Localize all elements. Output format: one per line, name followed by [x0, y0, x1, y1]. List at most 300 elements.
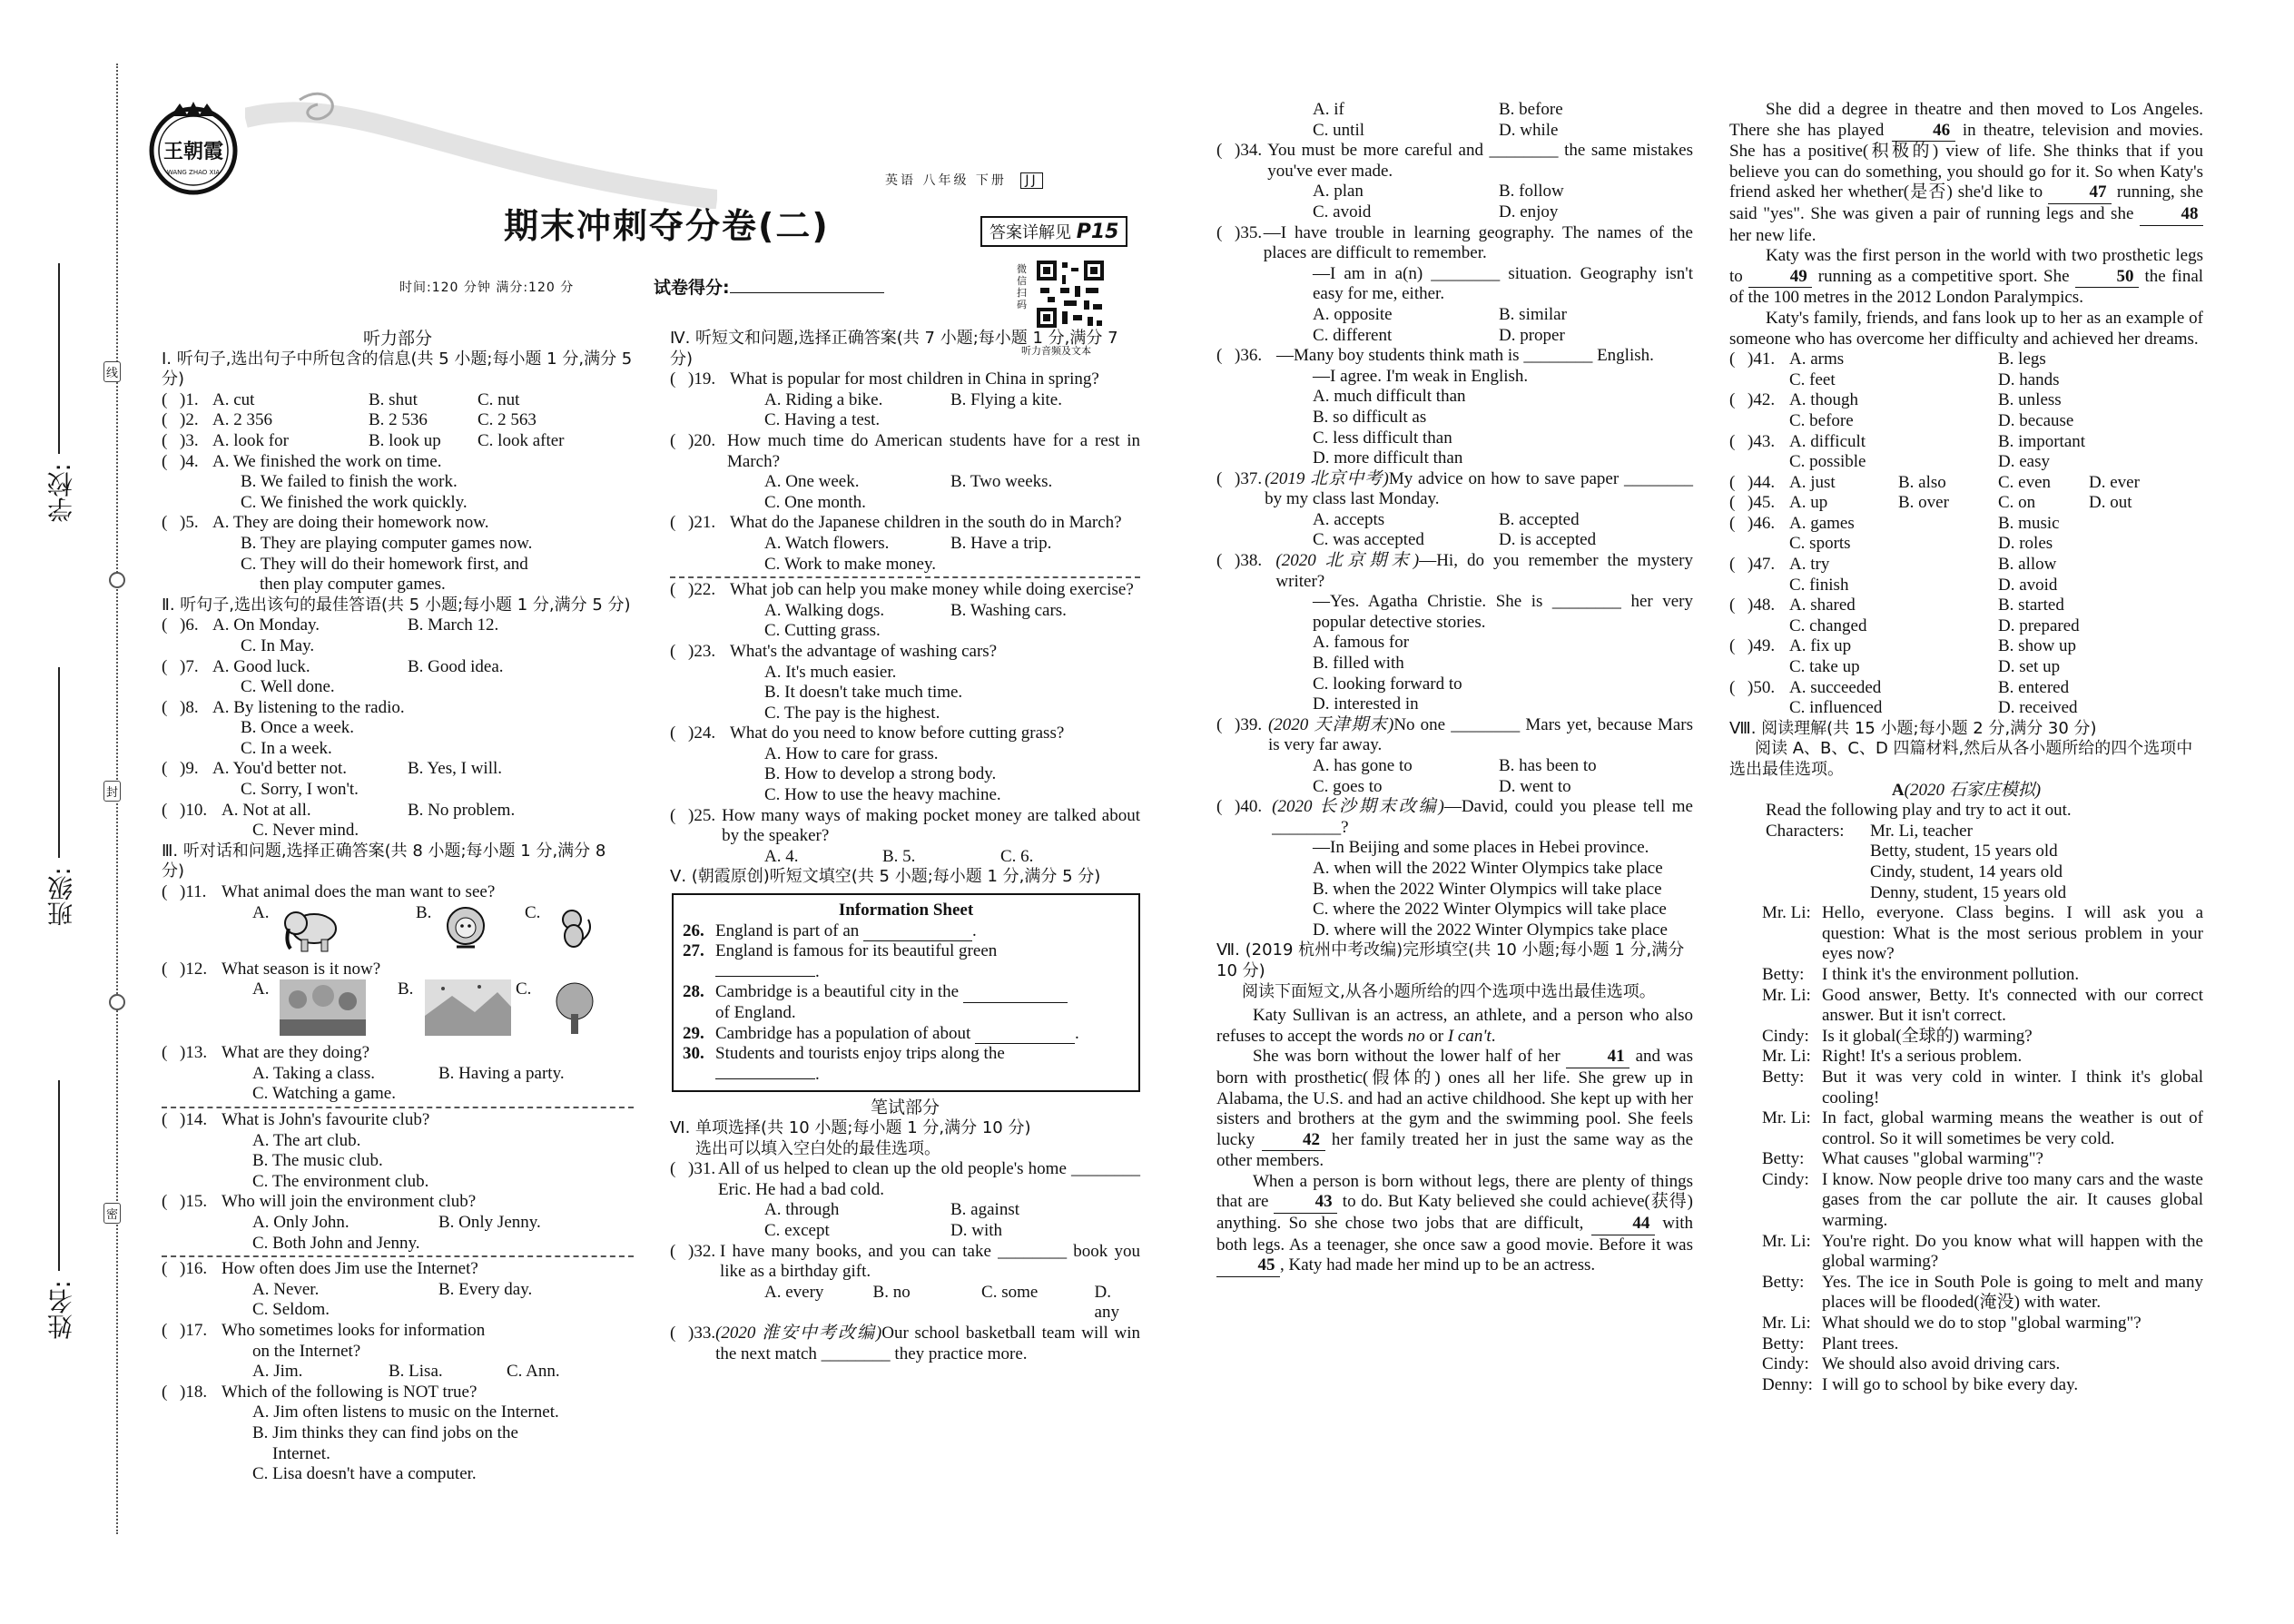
- score-label: 试卷得分:: [654, 278, 730, 298]
- q-number: )8.: [180, 697, 199, 717]
- question-9: ( )9. A. You'd better not. B. Yes, I will.: [162, 759, 502, 779]
- q-number: )24.: [688, 723, 716, 743]
- option[interactable]: B. similar: [1499, 304, 1567, 324]
- option-label[interactable]: B.: [398, 979, 414, 999]
- blank-number: 27.: [683, 941, 704, 961]
- option[interactable]: A. shared: [1789, 595, 1856, 615]
- option[interactable]: D. is accepted: [1499, 530, 1597, 550]
- question-33: ( )33. (2020 淮安中考改编)Our school basketball team will win the next match ________ they practice more.: [670, 1323, 1140, 1363]
- option[interactable]: B. has been to: [1499, 756, 1597, 775]
- question-14: ( )14. What is John's favourite club?: [162, 1110, 430, 1129]
- option[interactable]: B. when the 2022 Winter Olympics will take place: [1313, 879, 1662, 899]
- option[interactable]: A. The art club.: [252, 1130, 361, 1150]
- speech: Good answer, Betty. It's connected with our correct answer. But it isn't correct.: [1822, 985, 2203, 1026]
- option[interactable]: A. has gone to: [1313, 756, 1413, 775]
- cloze-text: running as a competitive sport. She: [1817, 266, 2070, 286]
- option[interactable]: B. important: [1998, 431, 2086, 451]
- option[interactable]: B. Every day.: [438, 1279, 533, 1299]
- character-entry: Betty, student, 15 years old: [1870, 842, 2058, 861]
- q49-options-2: [1729, 657, 2203, 678]
- option[interactable]: B. Yes, I will.: [408, 759, 502, 779]
- option[interactable]: A. We finished the work on time.: [212, 451, 442, 471]
- question-15: ( )15. Who will join the environment club?: [162, 1192, 477, 1212]
- q-number: )11.: [180, 882, 207, 902]
- option-label[interactable]: C.: [525, 902, 541, 922]
- speech: In fact, global warming means the weather is out of control. So it will sometimes be very cold.: [1822, 1108, 2203, 1148]
- option[interactable]: C. changed: [1789, 615, 1867, 635]
- option[interactable]: B. Lisa.: [389, 1362, 443, 1382]
- blank-49[interactable]: 49: [1748, 267, 1812, 289]
- option[interactable]: B. unless: [1998, 390, 2062, 410]
- option[interactable]: B. entered: [1998, 677, 2070, 697]
- option[interactable]: C. avoid: [1313, 202, 1372, 221]
- info-sheet-title: Information Sheet: [838, 901, 974, 920]
- dialog-line: [1729, 1334, 2203, 1355]
- option[interactable]: A. Walking dogs.: [764, 600, 885, 620]
- blank-46[interactable]: 46: [1892, 121, 1955, 143]
- option[interactable]: D. set up: [1998, 657, 2061, 677]
- speech: What causes "global warming"?: [1822, 1149, 2043, 1169]
- option[interactable]: A. games: [1789, 513, 1855, 533]
- option[interactable]: B. over: [1898, 493, 1949, 513]
- option[interactable]: D. roles: [1998, 534, 2053, 554]
- dialog-line: [1729, 1068, 2203, 1108]
- source-tag: (2019 北京中考): [1265, 468, 1389, 488]
- qr-caption: 听力音频及文本: [1021, 345, 1091, 357]
- option[interactable]: B. so difficult as: [1313, 407, 1427, 427]
- option[interactable]: C. feet: [1789, 369, 1836, 389]
- option[interactable]: A. They are doing their homework now.: [212, 513, 489, 533]
- question-22: ( )22. What job can help you make money while doing exercise?: [670, 580, 1140, 601]
- q-number: )18.: [180, 1382, 208, 1402]
- dialog-line: [1729, 1108, 2203, 1149]
- question-11: ( )11. What animal does the man want to see?: [162, 882, 496, 902]
- qr-code: [1035, 259, 1106, 330]
- answer-ref-label: 答案详解见: [989, 223, 1071, 242]
- option[interactable]: D. proper: [1499, 325, 1565, 345]
- question-text-continued: —In Beijing and some places in Hebei province.: [1313, 838, 1649, 858]
- option[interactable]: A. just: [1789, 472, 1836, 492]
- option[interactable]: A. You'd better not.: [212, 759, 348, 779]
- option[interactable]: C. The pay is the highest.: [764, 703, 940, 723]
- option[interactable]: B. follow: [1499, 182, 1564, 202]
- option[interactable]: B. shut: [369, 389, 418, 409]
- option[interactable]: C. sports: [1789, 534, 1851, 554]
- question-2: ( )2. A. 2 356 B. 2 536 C. 2 563: [162, 410, 537, 430]
- option[interactable]: C. 6.: [1000, 846, 1034, 866]
- option[interactable]: A. opposite: [1313, 304, 1393, 324]
- speech: But it was very cold in winter. I think it's global cooling!: [1822, 1067, 2203, 1107]
- column-4: [1729, 100, 2203, 1395]
- option[interactable]: B. accepted: [1499, 509, 1580, 529]
- score-blank[interactable]: [730, 292, 884, 293]
- option[interactable]: B. Having a party.: [438, 1063, 565, 1083]
- option[interactable]: A. up: [1789, 493, 1828, 513]
- speech: We should also avoid driving cars.: [1822, 1354, 2061, 1374]
- option[interactable]: B. The music club.: [252, 1151, 383, 1171]
- question-text: —I have trouble in learning geography. The names of the places are difficult to remember.: [1263, 222, 1693, 263]
- option[interactable]: C. less difficult than: [1313, 428, 1452, 448]
- option[interactable]: B. before: [1499, 100, 1563, 119]
- option[interactable]: A. through: [764, 1200, 840, 1220]
- q-number: )50.: [1748, 677, 1776, 697]
- option[interactable]: C. Lisa doesn't have a computer.: [252, 1464, 477, 1484]
- q-number: )32.: [688, 1241, 716, 1261]
- option[interactable]: C. was accepted: [1313, 530, 1424, 550]
- answer-blank[interactable]: [963, 982, 1068, 1003]
- brand-logo: [143, 98, 243, 198]
- option[interactable]: C. In a week.: [241, 738, 332, 758]
- option[interactable]: B. also: [1898, 472, 1946, 492]
- q-number: )17.: [180, 1320, 208, 1340]
- option[interactable]: A. difficult: [1789, 431, 1866, 451]
- option[interactable]: A. How to care for grass.: [764, 743, 939, 763]
- option[interactable]: C. even: [1998, 472, 2052, 492]
- q39-options-2: [1216, 777, 1693, 798]
- margin-mark-close: 密: [103, 1203, 121, 1224]
- option[interactable]: C. The environment club.: [252, 1171, 429, 1191]
- option[interactable]: B. Good idea.: [408, 656, 504, 676]
- question-7: ( )7. A. Good luck. B. Good idea.: [162, 656, 504, 676]
- option[interactable]: A. famous for: [1313, 633, 1410, 653]
- option[interactable]: B. against: [950, 1200, 1019, 1220]
- option[interactable]: C. 2 563: [478, 410, 537, 430]
- speaker: Betty:: [1762, 1149, 1805, 1169]
- cloze-text: When a person is born without legs, there are plenty of things that are: [1216, 1171, 1693, 1212]
- q-number: )23.: [688, 641, 716, 661]
- q-number: )49.: [1748, 636, 1776, 656]
- option[interactable]: C. until: [1313, 120, 1365, 140]
- option-label[interactable]: C.: [516, 979, 532, 999]
- section-6-title: Ⅵ. 单项选择(共 10 小题;每小题 1 分,满分 10 分): [670, 1117, 1031, 1137]
- option[interactable]: B. It doesn't take much time.: [764, 683, 963, 703]
- cloze-text: or: [1429, 1026, 1444, 1046]
- option[interactable]: C. Well done.: [241, 677, 335, 697]
- option[interactable]: A. Jim.: [252, 1362, 303, 1382]
- snow-scene-image: [425, 979, 516, 1043]
- option[interactable]: C. Sorry, I won't.: [241, 780, 359, 800]
- option[interactable]: D. easy: [1998, 452, 2050, 472]
- option[interactable]: A. cut: [212, 389, 255, 409]
- option[interactable]: A. plan: [1313, 182, 1364, 202]
- cloze-text: in theatre, television and movies. She has a positive(积极的) view of life. She thinks that if you believe you can do something, you should go for it. So when Katy's friend asked her whether(是否) she'd like to: [1729, 120, 2203, 202]
- option-label[interactable]: B.: [416, 902, 432, 922]
- option[interactable]: C. before: [1789, 410, 1854, 430]
- blank-44[interactable]: 44: [1591, 1214, 1655, 1235]
- option[interactable]: A. Watch flowers.: [764, 533, 890, 553]
- option[interactable]: B. How to develop a strong body.: [764, 764, 997, 784]
- option[interactable]: A. 2 356: [212, 410, 272, 430]
- option[interactable]: C. Ann.: [507, 1362, 560, 1382]
- option[interactable]: A. Good luck.: [212, 656, 310, 676]
- option[interactable]: C. Both John and Jenny.: [252, 1233, 420, 1253]
- blank-45[interactable]: 45: [1216, 1255, 1280, 1277]
- blank-50[interactable]: 50: [2075, 267, 2139, 289]
- option[interactable]: C. looking forward to: [1313, 674, 1462, 694]
- option[interactable]: B. started: [1998, 595, 2064, 615]
- option[interactable]: D. with: [950, 1220, 1002, 1240]
- question-39: ( )39. (2020 天津期末)No one ________ Mars yet, because Mars is very far away.: [1216, 714, 1694, 755]
- passage-a-heading: [1729, 781, 2203, 802]
- q-number: )48.: [1748, 595, 1776, 615]
- q12-options: [162, 979, 634, 1043]
- dialog-line: [1729, 1375, 2203, 1396]
- blank-41[interactable]: 41: [1566, 1047, 1629, 1068]
- cloze-italic: I can't: [1447, 1026, 1492, 1046]
- option[interactable]: C. influenced: [1789, 698, 1883, 718]
- option[interactable]: C. except: [764, 1220, 830, 1240]
- answer-blank[interactable]: [715, 1078, 815, 1079]
- option[interactable]: C. finish: [1789, 575, 1849, 595]
- option[interactable]: C. Watching a game.: [252, 1084, 396, 1104]
- elephant-image: [280, 903, 416, 960]
- q13-options: [162, 1064, 634, 1085]
- option[interactable]: C. We finished the work quickly.: [241, 492, 468, 512]
- source-tag: (2020 天津期末): [1267, 714, 1394, 734]
- q-number: )43.: [1748, 431, 1776, 451]
- question-4: ( )4. A. We finished the work on time.: [162, 451, 442, 471]
- option[interactable]: A. try: [1789, 555, 1830, 575]
- option[interactable]: A. if: [1313, 100, 1344, 119]
- source-tag: (2020 北京期末): [1275, 551, 1420, 571]
- q-number: )25.: [688, 805, 716, 825]
- option[interactable]: C. possible: [1789, 452, 1866, 472]
- option[interactable]: D. while: [1499, 120, 1559, 140]
- option[interactable]: C. They will do their homework first, and: [241, 554, 528, 574]
- blank-48[interactable]: 48: [2140, 204, 2203, 226]
- blank-47[interactable]: 47: [2048, 182, 2112, 204]
- question-24: ( )24. What do you need to know before cutting grass?: [670, 723, 1140, 744]
- q-number: )13.: [180, 1043, 208, 1063]
- answer-blank[interactable]: [975, 1024, 1075, 1045]
- option[interactable]: B. filled with: [1313, 654, 1404, 674]
- section-7-subtitle: 阅读下面短文,从各小题所给的四个选项中选出最佳选项。: [1242, 981, 1656, 1001]
- q-number: )5.: [180, 513, 199, 533]
- option[interactable]: A. when will the 2022 Winter Olympics take place: [1313, 858, 1663, 878]
- character-entry: Mr. Li, teacher: [1870, 821, 1973, 841]
- speaker: Mr. Li:: [1762, 1108, 1811, 1128]
- option[interactable]: A. By listening to the radio.: [212, 697, 405, 717]
- speaker: Mr. Li:: [1762, 1314, 1811, 1334]
- option[interactable]: D. ever: [2089, 472, 2140, 492]
- option[interactable]: B. Washing cars.: [950, 600, 1067, 620]
- q-number: )44.: [1748, 472, 1776, 492]
- option[interactable]: D. prepared: [1998, 615, 2080, 635]
- q46-options-2: [1729, 534, 2203, 555]
- option[interactable]: C. goes to: [1313, 776, 1383, 796]
- cloze-paragraph-4: [1729, 100, 2203, 246]
- question-31: ( )31. All of us helped to clean up the old people's home ________ Eric. He had a bad cold.: [670, 1159, 1140, 1199]
- option[interactable]: C. some: [981, 1282, 1039, 1302]
- blank-number: 28.: [683, 982, 704, 1002]
- cloze-text: and was born with prosthetic(假体的) ones all her life. She grew up in Alabama, the U.S. and had an active childhood. She kept up with her sisters and brothers at the gym and the swimming pool. She feels lucky: [1216, 1047, 1693, 1149]
- option[interactable]: A. Only John.: [252, 1212, 350, 1232]
- option-label[interactable]: A.: [252, 902, 270, 922]
- section-3-title: Ⅲ. 听对话和问题,选择正确答案(共 8 小题;每小题 1 分,满分 8 分): [162, 841, 606, 881]
- q-number: )19.: [688, 369, 716, 389]
- option[interactable]: C. Cutting grass.: [764, 621, 881, 641]
- passage-label: A: [1891, 780, 1905, 800]
- option[interactable]: A. succeeded: [1789, 677, 1882, 697]
- column-3: [1216, 100, 1693, 1277]
- option[interactable]: A. Taking a class.: [252, 1063, 375, 1083]
- question-5: ( )5. A. They are doing their homework now.: [162, 513, 489, 533]
- class-label: 班级:: [46, 867, 76, 927]
- q-number: )3.: [180, 430, 199, 450]
- option[interactable]: A. Jim often listens to music on the Internet.: [252, 1403, 559, 1422]
- dialog-line: [1729, 986, 2203, 1027]
- answer-blank[interactable]: [863, 921, 972, 942]
- blank-number: 26.: [683, 920, 704, 940]
- answer-blank[interactable]: [715, 976, 815, 977]
- option[interactable]: D. any: [1094, 1282, 1119, 1323]
- option[interactable]: D. out: [2089, 493, 2132, 513]
- option[interactable]: D. interested in: [1313, 694, 1419, 714]
- question-43: ( )43. A. difficult B. important: [1729, 431, 2086, 451]
- option[interactable]: C. Never mind.: [252, 821, 359, 841]
- q34-options-2: [1216, 202, 1693, 223]
- option[interactable]: D. more difficult than: [1313, 448, 1463, 468]
- option[interactable]: A. 4.: [764, 846, 799, 866]
- option[interactable]: B. no: [872, 1282, 911, 1302]
- option[interactable]: A. accepts: [1313, 509, 1385, 529]
- option[interactable]: A. It's much easier.: [764, 662, 897, 682]
- option[interactable]: B. 2 536: [369, 410, 428, 430]
- option[interactable]: C. on: [1998, 493, 2036, 513]
- option[interactable]: D. hands: [1998, 369, 2060, 389]
- option[interactable]: D. enjoy: [1499, 202, 1559, 221]
- option[interactable]: C. How to use the heavy machine.: [764, 785, 1001, 805]
- course-meta-text: 英语 八年级 下册: [885, 173, 1007, 188]
- question-23: ( )23. What's the advantage of washing cars?: [670, 642, 1140, 663]
- option[interactable]: C. take up: [1789, 657, 1860, 677]
- blank-42[interactable]: 42: [1262, 1130, 1325, 1152]
- option[interactable]: B. Have a trip.: [950, 533, 1052, 553]
- option[interactable]: C. Work to make money.: [764, 554, 936, 574]
- option[interactable]: B. We failed to finish the work.: [241, 472, 458, 492]
- question-text-continued: —Yes. Agatha Christie. She is ________ her very popular detective stories.: [1313, 592, 1693, 632]
- q37-options-2: [1216, 530, 1693, 551]
- characters-label: Characters:: [1766, 821, 1845, 841]
- q35-options: [1216, 305, 1693, 326]
- option[interactable]: A. every: [764, 1282, 824, 1302]
- option[interactable]: B. March 12.: [408, 615, 499, 635]
- option-label[interactable]: A.: [252, 979, 270, 999]
- option[interactable]: B. Two weeks.: [950, 472, 1053, 492]
- option[interactable]: A. look for: [212, 430, 289, 450]
- spring-scene-image: [280, 979, 398, 1043]
- speaker: Betty:: [1762, 1334, 1805, 1353]
- option[interactable]: C. look after: [478, 430, 565, 450]
- lion-image: [443, 903, 525, 960]
- option[interactable]: B. allow: [1998, 555, 2057, 575]
- header-ribbon-decoration: [245, 82, 717, 209]
- option[interactable]: C. different: [1313, 325, 1393, 345]
- option[interactable]: A. fix up: [1789, 636, 1852, 656]
- option[interactable]: A. Not at all.: [222, 800, 311, 820]
- cloze-text: her family treated her in just the same way as the other members.: [1216, 1129, 1694, 1171]
- q47-options-2: [1729, 576, 2203, 596]
- option[interactable]: A. Never.: [252, 1279, 320, 1299]
- speech: Right! It's a serious problem.: [1822, 1047, 2023, 1067]
- written-heading: 笔试部分: [870, 1097, 940, 1118]
- source-tag: (2020 淮安中考改编): [715, 1323, 882, 1343]
- option[interactable]: C. In May.: [241, 635, 315, 655]
- option[interactable]: B. look up: [369, 430, 441, 450]
- option[interactable]: B. show up: [1998, 636, 2077, 656]
- blank-43[interactable]: 43: [1274, 1192, 1337, 1214]
- dialog-line: [1729, 1314, 2203, 1334]
- option[interactable]: B. Jim thinks they can find jobs on the: [252, 1422, 518, 1442]
- edition-badge: JJ: [1020, 172, 1042, 189]
- question-8: ( )8. A. By listening to the radio.: [162, 697, 405, 717]
- question-text: What job can help you make money while doing exercise?: [730, 580, 1134, 600]
- q11-options: [162, 903, 634, 960]
- blank-text-continued: of England.: [715, 1003, 796, 1022]
- question-text: You must be more careful and ________ the same mistakes you've ever made.: [1267, 141, 1693, 181]
- option[interactable]: B. 5.: [882, 846, 916, 866]
- speech: I think it's the environment pollution.: [1822, 964, 2080, 984]
- q-number: )38.: [1235, 551, 1263, 571]
- option[interactable]: B. legs: [1998, 349, 2046, 369]
- svg-text:王朝霞: 王朝霞: [162, 141, 224, 163]
- speaker: Mr. Li:: [1762, 1047, 1811, 1067]
- option[interactable]: C. Having a test.: [764, 410, 881, 430]
- option[interactable]: A. much difficult than: [1313, 387, 1466, 407]
- option[interactable]: D. went to: [1499, 776, 1571, 796]
- q-number: )41.: [1748, 349, 1776, 369]
- name-label: 姓名:: [46, 1280, 76, 1340]
- question-text: What do the Japanese children in the south do in March?: [730, 513, 1122, 533]
- question-text: My advice on how to save paper ________ by my class last Monday.: [1265, 468, 1693, 509]
- option[interactable]: D. received: [1998, 698, 2078, 718]
- option[interactable]: B. They are playing computer games now.: [241, 533, 533, 553]
- option[interactable]: C. nut: [478, 389, 520, 409]
- option[interactable]: A. Riding a bike.: [764, 389, 883, 409]
- option[interactable]: A. On Monday.: [212, 615, 320, 635]
- option[interactable]: C. One month.: [764, 492, 866, 512]
- question-20: ( )20. How much time do American students have for a rest in March?: [670, 430, 1140, 471]
- q-number: )9.: [180, 759, 199, 779]
- dialog-line: [1729, 1232, 2203, 1273]
- option[interactable]: A. arms: [1789, 349, 1845, 369]
- cloze-text: She was born without the lower half of her: [1253, 1047, 1561, 1067]
- q41-options-2: [1729, 370, 2203, 391]
- option[interactable]: B. Flying a kite.: [950, 389, 1062, 409]
- option[interactable]: A. One week.: [764, 472, 860, 492]
- option[interactable]: C. where the 2022 Winter Olympics will take place: [1313, 900, 1667, 920]
- option[interactable]: D. avoid: [1998, 575, 2058, 595]
- option[interactable]: D. where will the 2022 Winter Olympics take place: [1313, 920, 1668, 940]
- speech: Hello, everyone. Class begins. I will ask you a question: What is the most serious problem in your eyes now?: [1822, 903, 2203, 964]
- option[interactable]: B. No problem.: [408, 800, 516, 820]
- option[interactable]: B. Once a week.: [241, 718, 355, 738]
- q19-options: [670, 390, 1140, 411]
- speech: Is it global(全球的) warming?: [1822, 1026, 2033, 1046]
- option[interactable]: A. though: [1789, 390, 1858, 410]
- cloze-paragraph-1: Katy Sullivan is an actress, an athlete, and a person who also refuses to accept the words no or I can't.: [1216, 1006, 1693, 1046]
- option[interactable]: B. music: [1998, 513, 2060, 533]
- q-number: )39.: [1235, 714, 1263, 734]
- blank-26: 26. England is part of an .: [683, 920, 977, 940]
- q-number: )33.: [688, 1323, 716, 1343]
- option[interactable]: D. because: [1998, 410, 2074, 430]
- dialog-line: [1729, 1047, 2203, 1068]
- option[interactable]: C. Seldom.: [252, 1300, 330, 1320]
- option[interactable]: B. Only Jenny.: [438, 1212, 541, 1232]
- q-number: )35.: [1235, 222, 1263, 242]
- margin-mark-seal: 封: [103, 781, 121, 802]
